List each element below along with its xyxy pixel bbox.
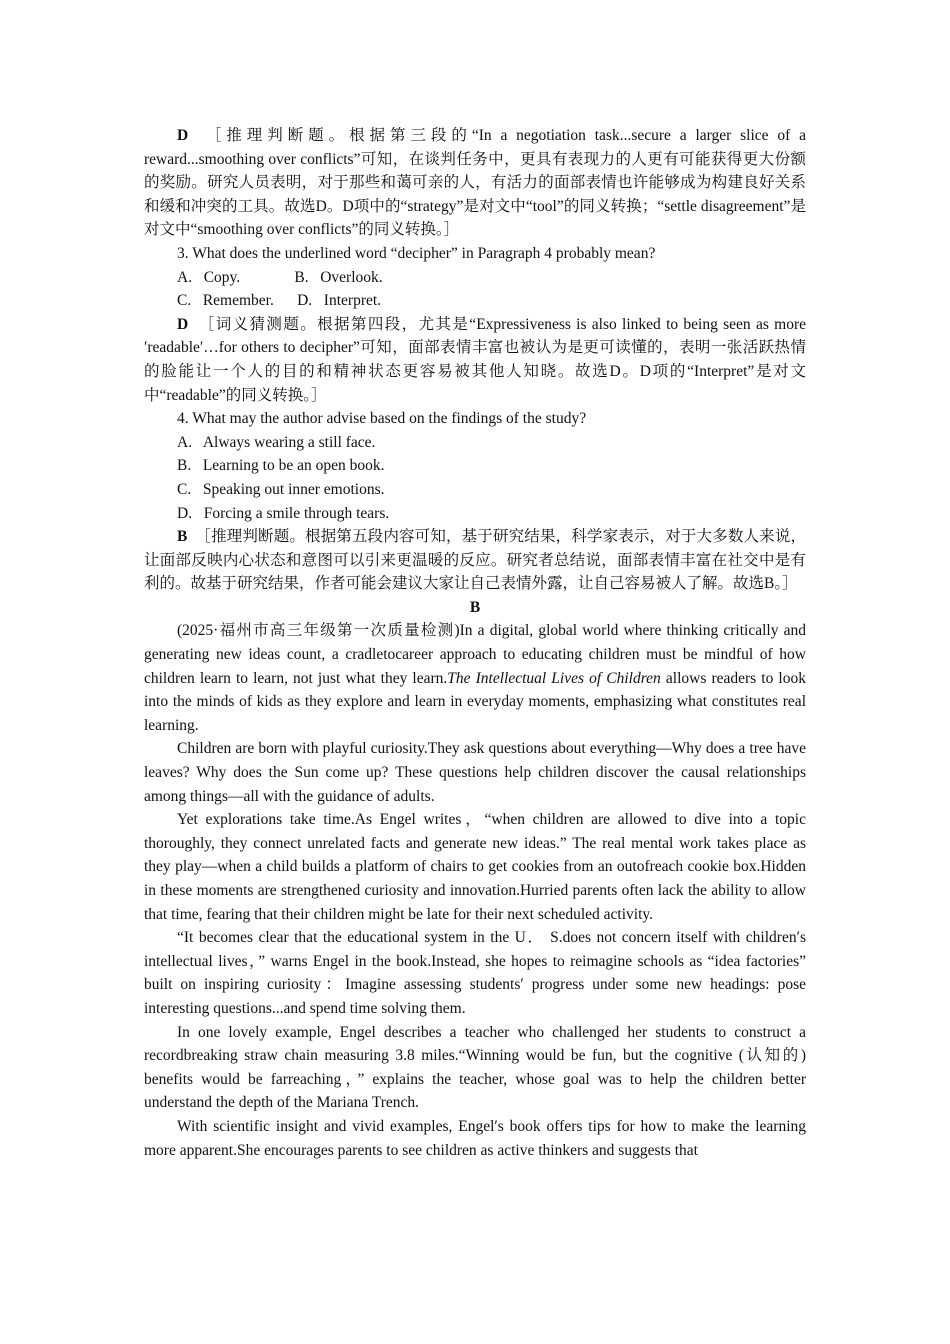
option-c: C. Speaking out inner emotions. bbox=[177, 480, 385, 498]
q4-explanation bbox=[144, 525, 806, 596]
passage-paragraph-3: Yet explorations take time.As Engel writes，“when children are allowed to dive into a topic thoroughly, they connect unrelated facts and generate new ideas.” The real mental work takes place as they play—when a child builds a platform of chairs to get cookies from an outofreach cookie box.Hidden in these moments are strengthened curiosity and innovation.Hurried parents often lack the ability to allow that time, fearing that their children might be late for their next scheduled activity. bbox=[144, 811, 806, 923]
option-d: D. Forcing a smile through tears. bbox=[177, 504, 390, 522]
options-row: A. Copy. B. Overlook. bbox=[177, 268, 383, 286]
passage-paragraph-6: With scientific insight and vivid examples, Engel′s book offers tips for how to make the learning more apparent.She encourages parents to see children as active thinkers and suggests that bbox=[144, 1117, 806, 1159]
options-row: C. Remember. D. Interpret. bbox=[177, 292, 382, 310]
answer-letter: B bbox=[177, 528, 188, 546]
answer-letter: D bbox=[177, 127, 189, 144]
passage-paragraph-2: Children are born with playful curiosity.They ask questions about everything—Why does a tree have leaves? Why does the Sun come up? These questions help children discover the causal relationships among things—all with the guidance of adults. bbox=[144, 740, 806, 805]
passage-paragraph-4: “It becomes clear that the educational system in the U． S.does not concern itself with children′s intellectual lives，” warns Engel in the book.Instead, she hopes to reimagine schools as “idea factories” built on inspiring curiosity：Imagine assessing students′ progress under some new headings: pose interesting questions...and spend time solving them. bbox=[144, 929, 806, 1017]
option-b: B. Learning to be an open book. bbox=[177, 457, 385, 475]
passage-paragraph-1 bbox=[144, 619, 806, 737]
passage-paragraph-5: In one lovely example, Engel describes a teacher who challenged her students to construct a recordbreaking straw chain measuring 3.8 miles.“Winning would be fun, but the cognitive (认知的) benefits would be farreaching，” explains the teacher, whose goal was to help the children better understand the depth of the Mariana Trench. bbox=[144, 1023, 806, 1112]
explanation-text: ［推理判断题。根据第五段内容可知，基于研究结果，科学家表示，对于大多数人来说，让面部反映内心状态和意图可以引来更温暖的反应。研究者总结说，面部表情丰富在社交中是有利的。故基于研究结果，作者可能会建议大家让自己表情外露，让自己容易被人了解。故选B。］ bbox=[144, 528, 806, 593]
document-page bbox=[144, 124, 806, 1162]
paragraph-text: allows readers to look into the minds of kids as they explore and learn in everyday moments, emphasizing what constitutes real learning. bbox=[144, 669, 806, 734]
question-3: 3. What does the underlined word “decipher” in Paragraph 4 probably mean? bbox=[177, 244, 656, 262]
q2-explanation bbox=[144, 124, 806, 242]
book-title: The Intellectual Lives of Children bbox=[447, 669, 661, 687]
question-4: 4. What may the author advise based on the findings of the study? bbox=[177, 410, 587, 428]
q3-explanation bbox=[144, 313, 806, 407]
explanation-text: ［推理判断题。根据第三段的“In a negotiation task...secure a larger slice of a reward...smoothing over conflicts”可知，在谈判任务中，更具有表现力的人更有可能获得更大份额的奖励。研究人员表明，对于那些和蔼可亲的人，有活力的面部表情也许能够成为构建良好关系和缓和冲突的工具。故选D。D项中的“strategy”是对文中“tool”的同义转换；“settle disagreement”是对文中“smoothing over conflicts”的同义转换。］ bbox=[144, 127, 806, 239]
explanation-text: ［词义猜测题。根据第四段，尤其是“Expressiveness is also linked to being seen as more ′readable′…for others to decipher”可知，面部表情丰富也被认为是更可读懂的，表明一张活跃热情的脸能让一个人的目的和精神状态更容易被其他人知晓。故选D。D项的“Interpret”是对文中“readable”的同义转换。］ bbox=[144, 315, 807, 404]
section-heading: B bbox=[469, 598, 481, 616]
option-a: A. Always wearing a still face. bbox=[177, 433, 376, 451]
answer-letter: D bbox=[177, 315, 189, 333]
paragraph-text: (2025·福州市高三年级第一次质量检测)In a digital, global world where thinking critically and generating new ideas count, a cradletocareer approach to educating children must be mindful of how children learn to learn, not just what they learn. bbox=[144, 622, 806, 687]
